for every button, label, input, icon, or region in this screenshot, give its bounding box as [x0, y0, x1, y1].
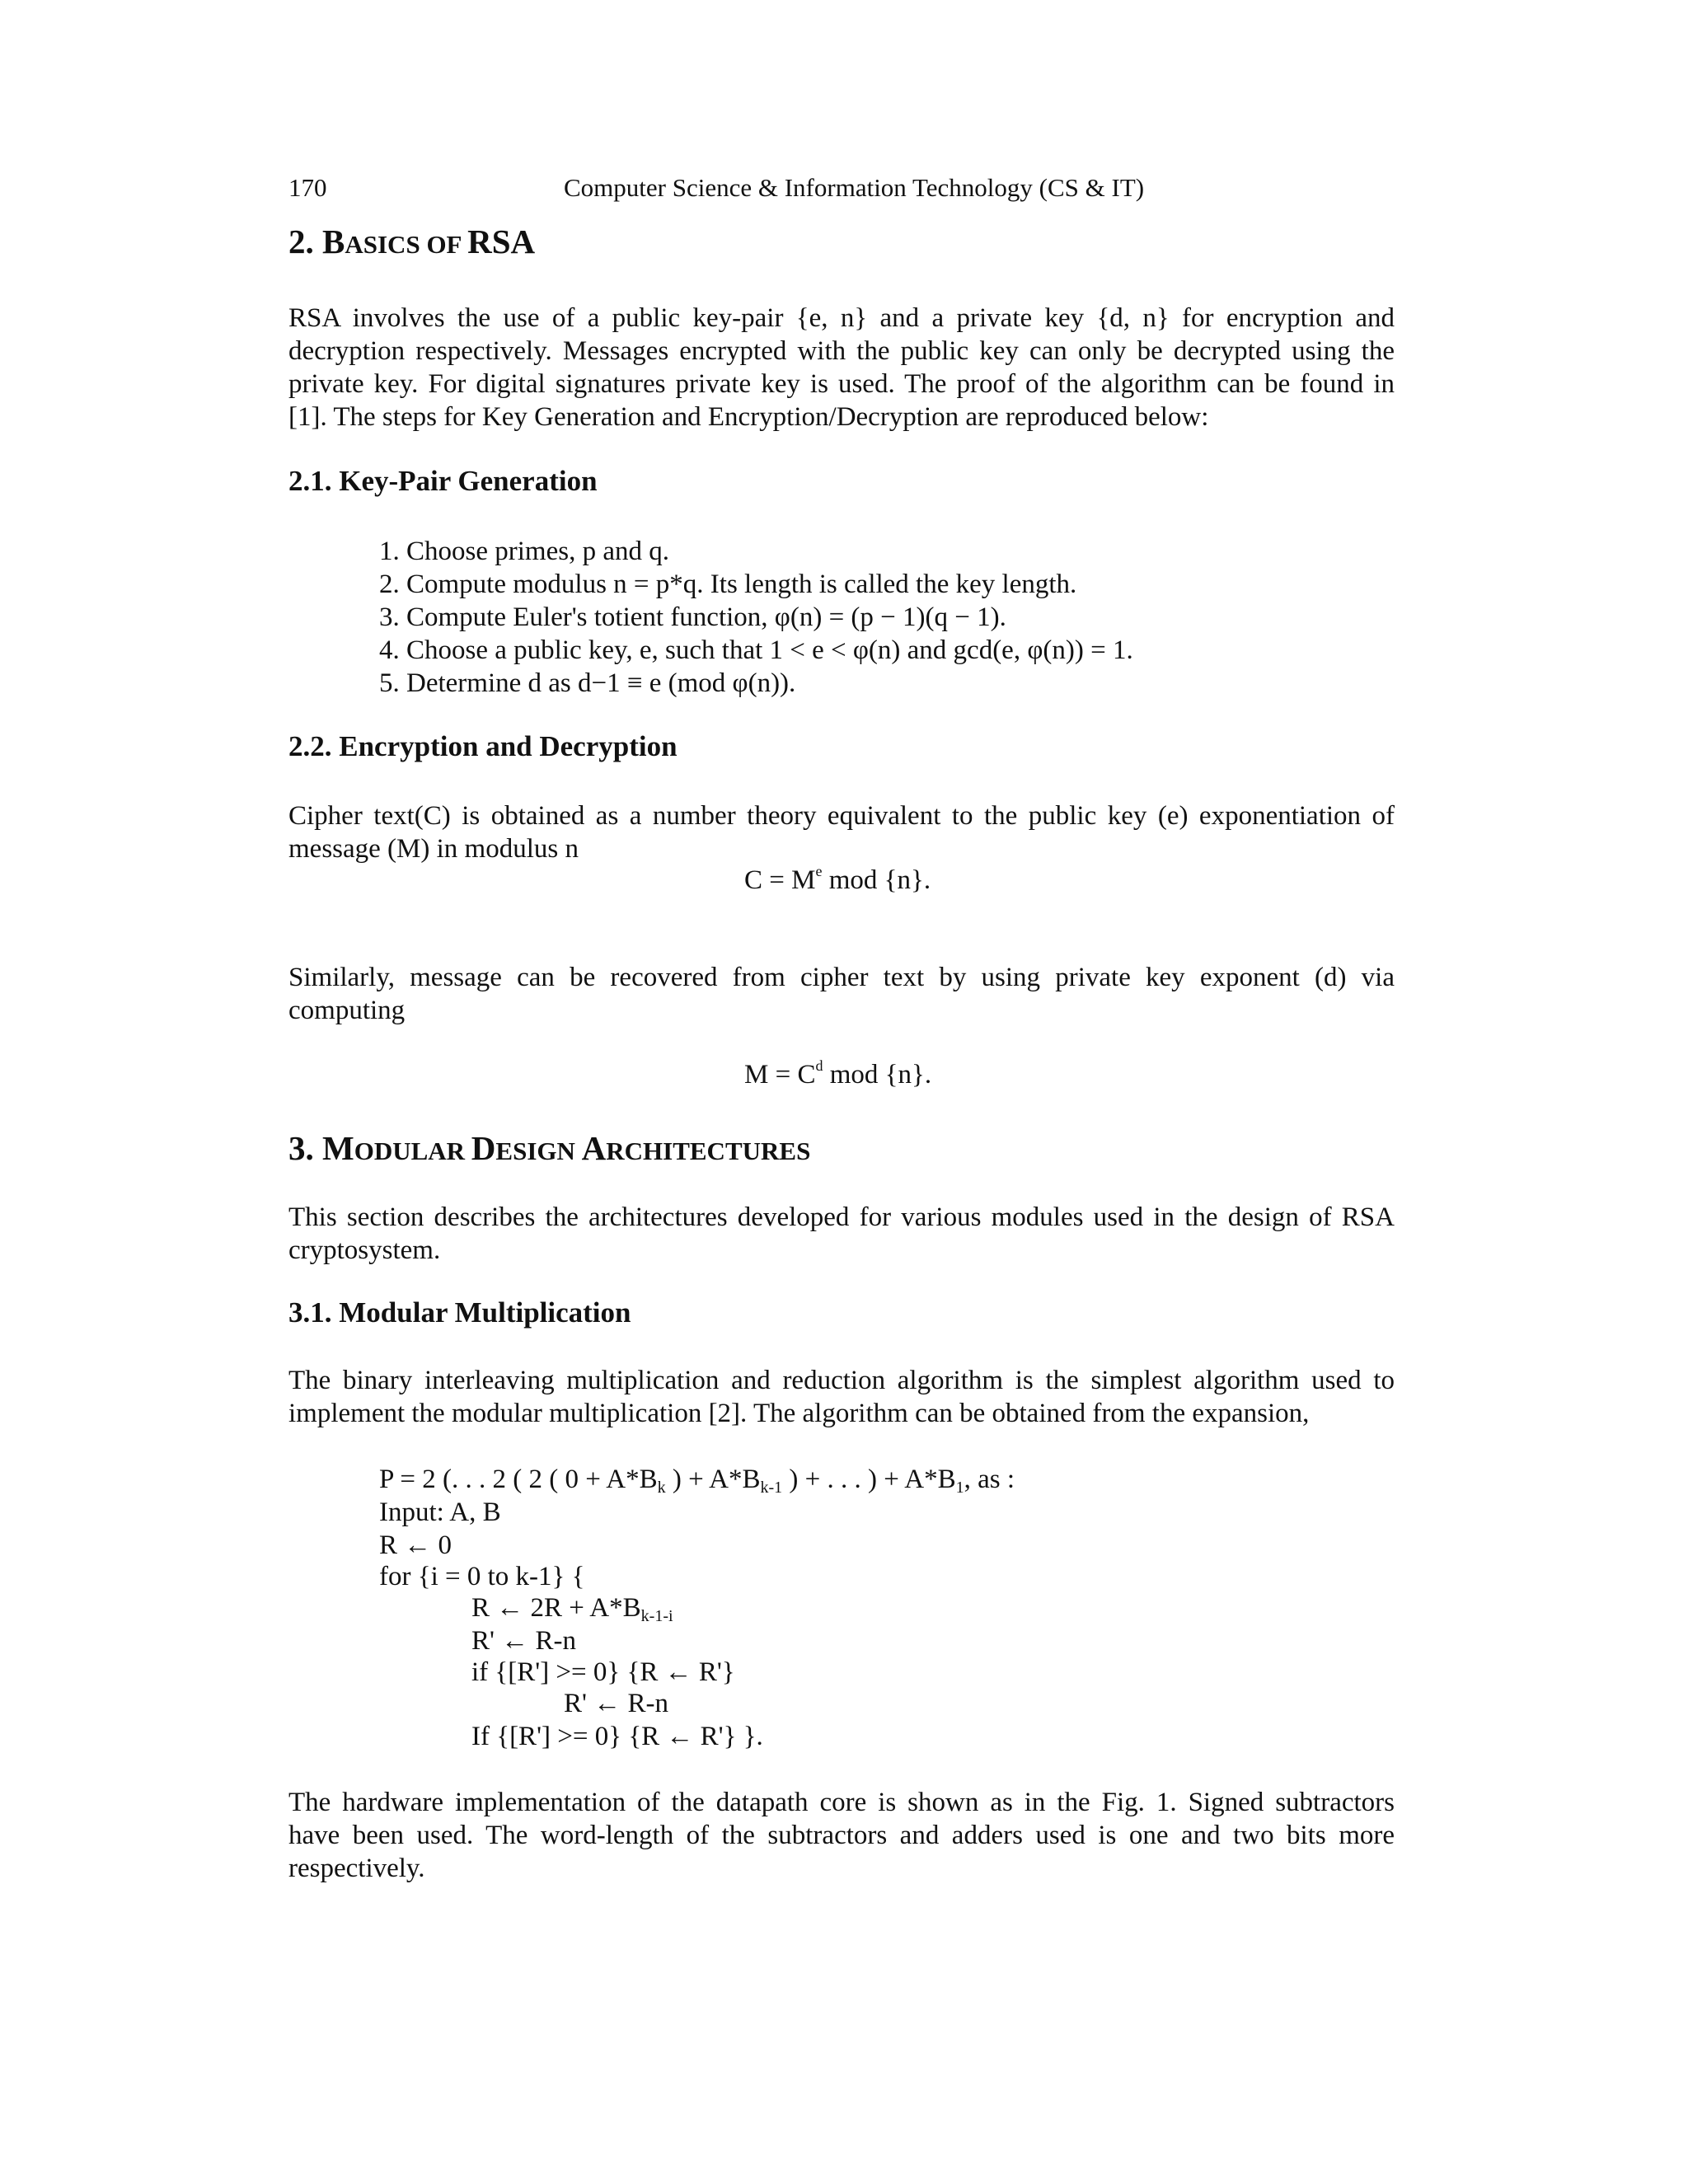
algorithm-step: R' ← R-n [471, 1626, 576, 1656]
paragraph-line: message (M) in modulus n [288, 834, 579, 864]
algorithm-step: if {[R'] >= 0} {R ← R'} [471, 1657, 735, 1687]
paragraph-line: decryption respectively. Messages encrypted with the public key can only be decrypted using the [288, 336, 1395, 366]
paragraph-line: The hardware implementation of the datapath core is shown as in the Fig. 1. Signed subtractors [288, 1788, 1395, 1817]
expansion-part: , as : [964, 1465, 1015, 1494]
algorithm-expansion [379, 1463, 1015, 1496]
equation-lhs: M = C [744, 1060, 816, 1090]
step-item: 3. Compute Euler's totient function, φ(n) = (p − 1)(q − 1). [379, 602, 1006, 632]
paragraph-line: This section describes the architectures developed for various modules used in the design of RSA [288, 1202, 1395, 1232]
subscript: 1 [955, 1479, 964, 1497]
algorithm-input: Input: A, B [379, 1497, 501, 1527]
section-2-number: 2. [288, 223, 322, 260]
section-3-heading [288, 1127, 810, 1172]
equation-rhs: mod {n}. [823, 1060, 932, 1090]
equation-lhs: C = M [744, 865, 816, 895]
page-number: 170 [288, 173, 327, 202]
heading-cap-b: B [322, 223, 345, 260]
heading-smallcaps-rchitectures: RCHITECTURES [606, 1137, 811, 1165]
paragraph-line: respectively. [288, 1854, 425, 1883]
paragraph-line: cryptosystem. [288, 1235, 441, 1265]
paragraph-line: The binary interleaving multiplication and reduction algorithm is the simplest algorithm used to [288, 1366, 1395, 1395]
algorithm-step: R' ← R-n [564, 1689, 668, 1718]
subscript: k [657, 1479, 666, 1497]
step-item: 2. Compute modulus n = p*q. Its length is called the key length. [379, 569, 1077, 599]
encryption-paragraph [288, 799, 1395, 865]
decryption-equation [744, 1058, 931, 1091]
algorithm-step [471, 1591, 673, 1624]
expansion-part: ) + . . . ) + A*B [782, 1465, 956, 1494]
paragraph-line: RSA involves the use of a public key-pair {e, n} and a private key {d, n} for encryption and [288, 303, 1395, 333]
expansion-part: ) + A*B [665, 1465, 761, 1494]
heading-cap-m: M [322, 1129, 354, 1167]
encryption-equation [744, 864, 931, 897]
paragraph-line: private key. For digital signatures private key is used. The proof of the algorithm can be found in [288, 369, 1395, 399]
step-item: 4. Choose a public key, e, such that 1 < e < φ(n) and gcd(e, φ(n)) = 1. [379, 635, 1133, 665]
section-3-number: 3. [288, 1129, 322, 1167]
paragraph-line: [1]. The steps for Key Generation and Encryption/Decryption are reproduced below: [288, 402, 1209, 432]
equation-rhs: mod {n}. [822, 865, 931, 895]
step-item: 1. Choose primes, p and q. [379, 537, 669, 566]
subscript: k-1 [760, 1479, 783, 1497]
exponent-d: d [815, 1057, 823, 1074]
algorithm-init: R ← 0 [379, 1530, 452, 1560]
running-header: Computer Science & Information Technology (CS & IT) [564, 173, 1145, 202]
heading-cap-d: D [471, 1129, 496, 1167]
section-3-paragraph [288, 1201, 1395, 1267]
heading-smallcaps-esign: ESIGN [495, 1137, 582, 1165]
expansion-part: P = 2 (. . . 2 ( 2 ( 0 + A*B [379, 1465, 658, 1494]
section-2-paragraph [288, 302, 1395, 434]
heading-cap-a: A [581, 1129, 607, 1167]
key-generation-steps [379, 535, 1133, 700]
step-text: R ← 2R + A*B [471, 1593, 641, 1623]
exponent-e: e [815, 863, 823, 879]
heading-smallcaps-asics: ASICS [345, 230, 427, 259]
paragraph-line: have been used. The word-length of the subtractors and adders used is one and two bits more [288, 1821, 1395, 1850]
paragraph-line: computing [288, 996, 406, 1025]
algorithm-step: If {[R'] >= 0} {R ← R'} }. [471, 1722, 763, 1751]
decryption-paragraph [288, 961, 1395, 1027]
subscript: k-1-i [640, 1607, 673, 1625]
section-2-1-heading: 2.1. Key-Pair Generation [288, 465, 598, 497]
heading-rsa: RSA [467, 223, 536, 260]
step-item: 5. Determine d as d−1 ≡ e (mod φ(n)). [379, 668, 796, 698]
section-2-heading [288, 221, 535, 265]
datapath-paragraph [288, 1786, 1395, 1885]
heading-smallcaps-odular: ODULAR [354, 1137, 471, 1165]
paragraph-line: Cipher text(C) is obtained as a number theory equivalent to the public key (e) exponentiation of [288, 801, 1395, 831]
section-3-1-heading: 3.1. Modular Multiplication [288, 1296, 631, 1329]
algorithm-loop: for {i = 0 to k-1} { [379, 1562, 585, 1591]
heading-smallcaps-of: OF [426, 230, 468, 259]
paragraph-line: implement the modular multiplication [2]. The algorithm can be obtained from the expansion, [288, 1399, 1310, 1428]
paragraph-line: Similarly, message can be recovered from cipher text by using private key exponent (d) via [288, 963, 1395, 992]
section-2-2-heading: 2.2. Encryption and Decryption [288, 730, 678, 762]
section-3-1-paragraph [288, 1364, 1395, 1430]
